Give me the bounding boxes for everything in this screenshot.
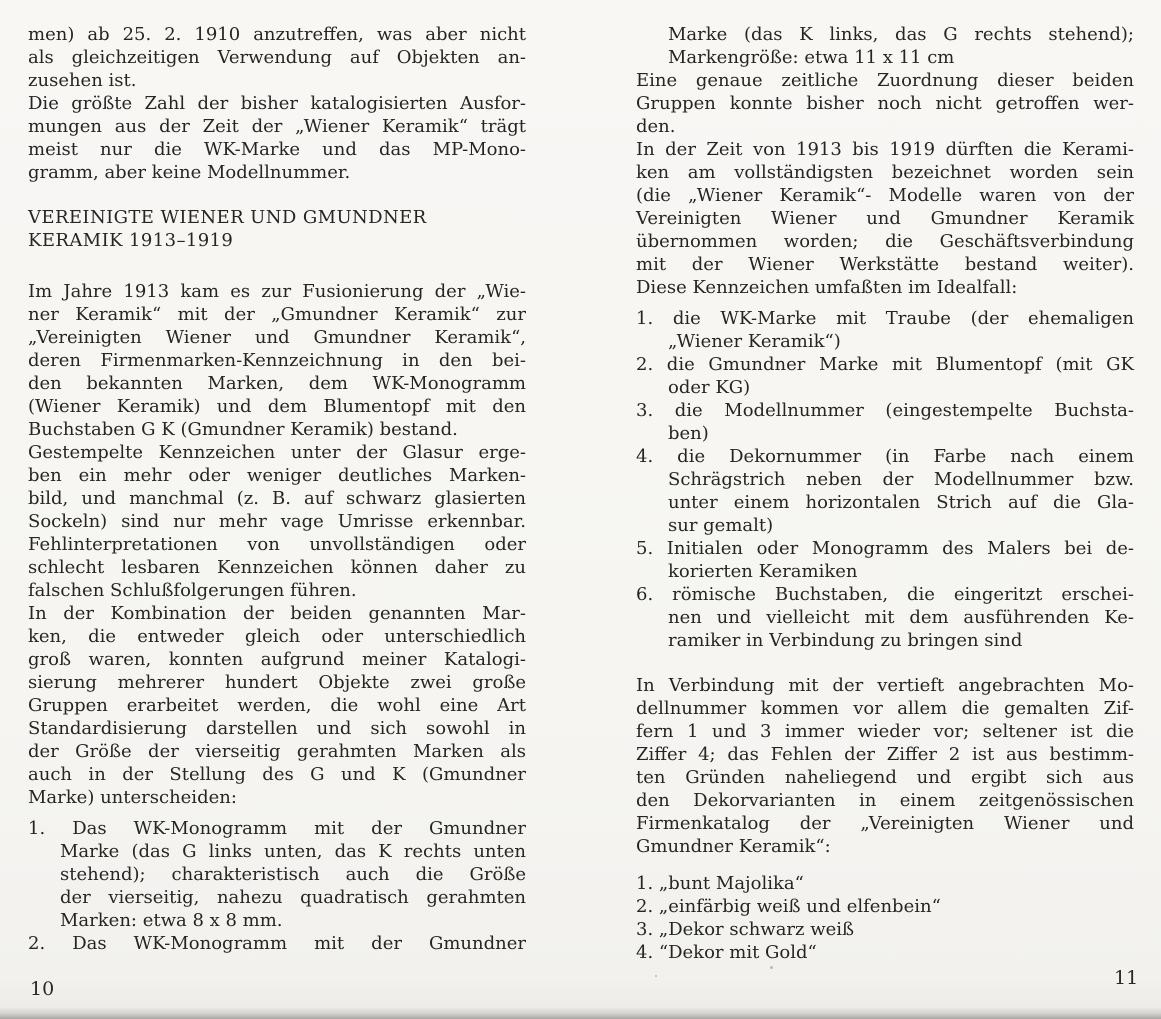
text-line: nen und vielleicht mit dem ausführenden Ke- xyxy=(668,607,1134,628)
scan-edge-shadow xyxy=(0,1007,1161,1019)
text-line: Standardisierung darstellen und sich sowohl in xyxy=(28,718,526,739)
left-column xyxy=(28,23,526,955)
text-line: dellnummer kommen vor allem die gemalten Zif- xyxy=(636,698,1134,719)
text-line: Marken: etwa 8 x 8 mm. xyxy=(60,910,283,931)
text-line: Im Jahre 1913 kam es zur Fusionierung der „Wie- xyxy=(28,281,526,302)
text-line: als gleichzeitigen Verwendung auf Objekten an- xyxy=(28,47,526,68)
text-line: Eine genaue zeitliche Zuordnung dieser beiden xyxy=(636,70,1134,91)
text-line: Sockeln) sind nur mehr vage Umrisse erkennbar. xyxy=(28,511,526,532)
text-line: Gruppen erarbeitet werden, die wohl eine Art xyxy=(28,695,526,716)
list-item xyxy=(636,583,1134,652)
text-line: Vereinigten Wiener und Gmundner Keramik xyxy=(636,208,1134,229)
text-line: In der Kombination der beiden genannten Mar- xyxy=(28,603,526,624)
text-line: 1. die WK-Marke mit Traube (der ehemaligen xyxy=(636,308,1134,329)
text-line: unter einem horizontalen Strich auf die Gla- xyxy=(668,492,1134,513)
list-item xyxy=(636,353,1134,399)
text-line: mungen aus der Zeit der „Wiener Keramik“ trägt xyxy=(28,116,526,137)
text-line: 2. die Gmundner Marke mit Blumentopf (mit GK xyxy=(636,354,1134,375)
para xyxy=(636,23,1134,69)
text-line: Markengröße: etwa 11 x 11 cm xyxy=(668,47,955,68)
text-line: ben ein mehr oder weniger deutliches Marken- xyxy=(28,465,526,486)
text-line: der Größe der vierseitig gerahmten Marken als xyxy=(28,741,526,762)
text-line: oder KG) xyxy=(668,377,751,398)
text-line: Marke) unterscheiden: xyxy=(28,787,237,808)
text-line: 1. „bunt Majolika“ xyxy=(636,873,804,894)
text-line: Gmundner Keramik“: xyxy=(636,836,831,857)
text-line: den bekannten Marken, dem WK-Monogramm xyxy=(28,373,526,394)
text-line: ben) xyxy=(668,423,709,444)
list-item xyxy=(636,445,1134,537)
text-line: KERAMIK 1913–1919 xyxy=(28,230,234,251)
text-line: Schrägstrich neben der Modellnummer bzw. xyxy=(668,469,1134,490)
text-line: Marke (das K links, das G rechts stehend); xyxy=(668,24,1134,45)
page-number-right: 11 xyxy=(1114,967,1139,989)
para xyxy=(636,674,1134,858)
text-line: VEREINIGTE WIENER UND GMUNDNER xyxy=(28,207,427,228)
text-line: 2. „einfärbig weiß und elfenbein“ xyxy=(636,896,941,917)
text-line: (die „Wiener Keramik“- Modelle waren von der xyxy=(636,185,1134,206)
para xyxy=(636,138,1134,299)
text-line: schlecht lesbaren Kennzeichen können daher zu xyxy=(28,557,526,578)
text-line: stehend); charakteristisch auch die Größe xyxy=(60,864,526,885)
text-line: ten Gründen naheliegend und ergibt sich aus xyxy=(636,767,1134,788)
text-line: Fehlinterpretationen von unvollständigen oder xyxy=(28,534,526,555)
text-line: In Verbindung mit der vertieft angebrachten Mo- xyxy=(636,675,1134,696)
scan-speck xyxy=(655,975,657,977)
list-item xyxy=(28,932,526,955)
list-item xyxy=(636,537,1134,583)
list-item xyxy=(636,307,1134,353)
text-line: „Vereinigten Wiener und Gmundner Keramik“, xyxy=(28,327,526,348)
text-line: Ziffer 4; das Fehlen der Ziffer 2 ist aus bestimm- xyxy=(636,744,1134,765)
text-line: fern 1 und 3 immer wieder vor; seltener ist die xyxy=(636,721,1134,742)
text-line: „Wiener Keramik“) xyxy=(668,331,841,352)
text-line: ramiker in Verbindung zu bringen sind xyxy=(668,630,1023,651)
text-line: zusehen ist. xyxy=(28,70,137,91)
text-line: Gruppen konnte bisher noch nicht getroffen wer- xyxy=(636,93,1134,114)
text-line: ken, die entweder gleich oder unterschiedlich xyxy=(28,626,526,647)
text-line: 4. die Dekornummer (in Farbe nach einem xyxy=(636,446,1134,467)
text-line: 4. “Dekor mit Gold“ xyxy=(636,942,817,963)
text-line: deren Firmenmarken-Kennzeichnung in den bei- xyxy=(28,350,526,371)
text-line: gramm, aber keine Modellnummer. xyxy=(28,162,351,183)
scan-speck xyxy=(770,966,773,969)
text-line: 3. „Dekor schwarz weiß xyxy=(636,919,855,940)
text-line: übernommen worden; die Geschäftsverbindung xyxy=(636,231,1134,252)
text-line: ken am vollständigsten bezeichnet worden sein xyxy=(636,162,1134,183)
text-line: bild, und manchmal (z. B. auf schwarz glasierten xyxy=(28,488,526,509)
text-line: auch in der Stellung des G und K (Gmundner xyxy=(28,764,526,785)
text-line: In der Zeit von 1913 bis 1919 dürften die Kerami- xyxy=(636,139,1134,160)
list-item xyxy=(28,817,526,932)
text-line: sierung mehrerer hundert Objekte zwei große xyxy=(28,672,526,693)
text-line: 3. die Modellnummer (eingestempelte Buchsta- xyxy=(636,400,1134,421)
text-line: ner Keramik“ mit der „Gmundner Keramik“ zur xyxy=(28,304,526,325)
text-line: 2. Das WK-Monogramm mit der Gmundner xyxy=(28,933,526,954)
heading xyxy=(28,206,526,252)
text-line: korierten Keramiken xyxy=(668,561,858,582)
text-line: Diese Kennzeichen umfaßten im Idealfall: xyxy=(636,277,1018,298)
para xyxy=(28,92,526,184)
text-line: Buchstaben G K (Gmundner Keramik) bestand. xyxy=(28,419,458,440)
text-line: 5. Initialen oder Monogramm des Malers bei de- xyxy=(636,538,1134,559)
text-line: der vierseitig, nahezu quadratisch gerahmten xyxy=(60,887,526,908)
para xyxy=(28,280,526,809)
text-line: Die größte Zahl der bisher katalogisierten Ausfor- xyxy=(28,93,526,114)
text-line: den Dekorvarianten in einem zeitgenössischen xyxy=(636,790,1134,811)
text-line: sur gemalt) xyxy=(668,515,774,536)
text-line: Gestempelte Kennzeichen unter der Glasur erge- xyxy=(28,442,526,463)
text-line: meist nur die WK-Marke und das MP-Mono- xyxy=(28,139,526,160)
text-line: falschen Schlußfolgerungen führen. xyxy=(28,580,357,601)
para xyxy=(28,23,526,92)
right-column xyxy=(636,23,1134,964)
list-item xyxy=(636,872,1134,964)
text-line: groß waren, konnten aufgrund meiner Katalogi- xyxy=(28,649,526,670)
para xyxy=(636,69,1134,138)
text-line: Firmenkatalog der „Vereinigten Wiener und xyxy=(636,813,1134,834)
text-line: (Wiener Keramik) und dem Blumentopf mit den xyxy=(28,396,526,417)
page-number-left: 10 xyxy=(30,978,55,1000)
text-line: 1. Das WK-Monogramm mit der Gmundner xyxy=(28,818,526,839)
text-line: den. xyxy=(636,116,676,137)
text-line: 6. römische Buchstaben, die eingeritzt erschei- xyxy=(636,584,1134,605)
text-line: mit der Wiener Werkstätte bestand weiter). xyxy=(636,254,1134,275)
text-line: Marke (das G links unten, das K rechts unten xyxy=(60,841,526,862)
list-item xyxy=(636,399,1134,445)
text-line: men) ab 25. 2. 1910 anzutreffen, was aber nicht xyxy=(28,24,526,45)
